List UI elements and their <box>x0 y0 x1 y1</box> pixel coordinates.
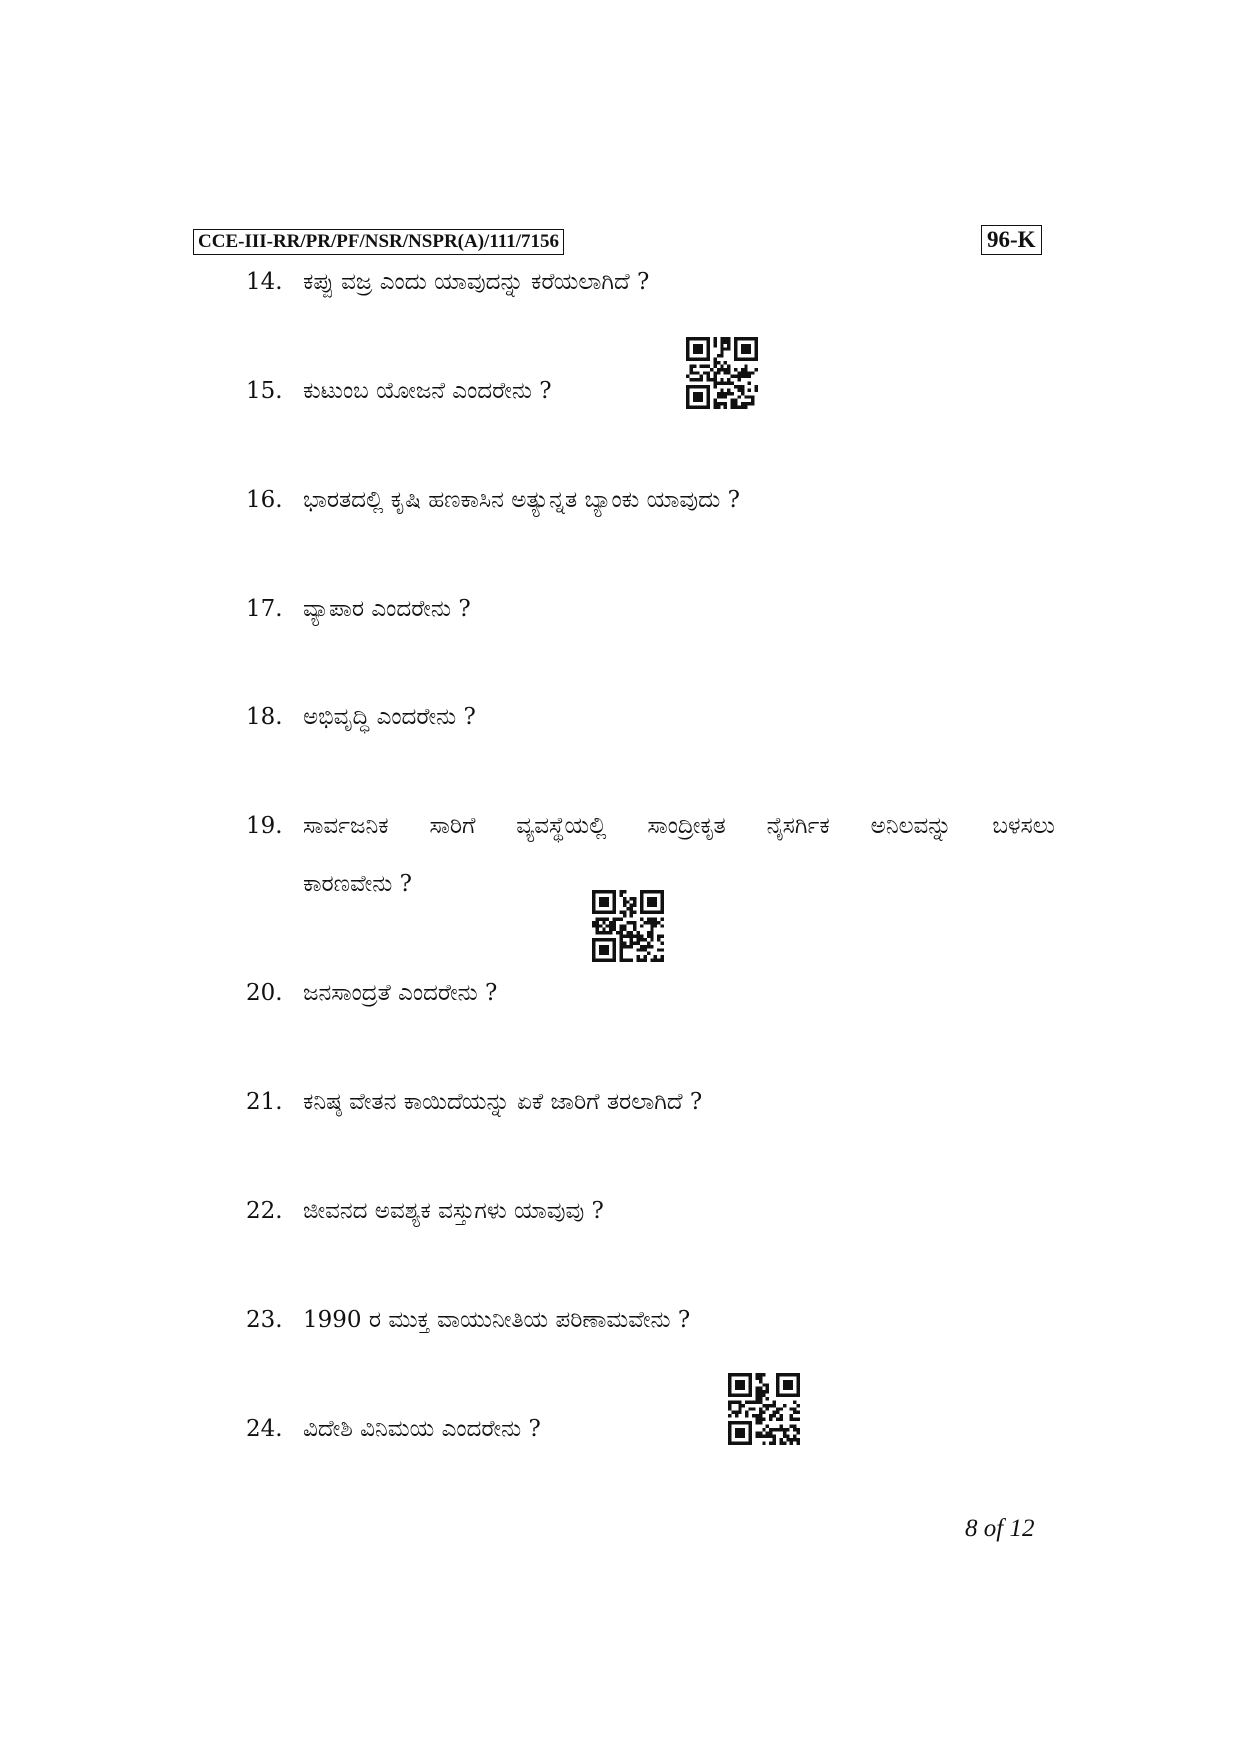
question-number: 17. <box>246 596 283 622</box>
question-text: ವಿದೇಶಿ ವಿನಿಮಯ ಎಂದರೇನು ? <box>303 1416 541 1442</box>
question-word: ಬಳಸಲು <box>992 813 1055 839</box>
qr-code-icon <box>728 1373 800 1445</box>
question-text: ಕನಿಷ್ಠ ವೇತನ ಕಾಯಿದೆಯನ್ನು ಏಕೆ ಜಾರಿಗೆ ತರಲಾಗಿದೆ ? <box>303 1089 703 1115</box>
question-text: ಅಭಿವೃದ್ಧಿ ಎಂದರೇನು ? <box>303 704 476 730</box>
question-text-line-2: ಕಾರಣವೇನು ? <box>303 871 412 897</box>
question-text: ಕುಟುಂಬ ಯೋಜನೆ ಎಂದರೇನು ? <box>303 378 552 404</box>
question-number: 22. <box>246 1198 283 1224</box>
question-word: ಸಾರ್ವಜನಿಕ <box>303 813 389 839</box>
question-number: 15. <box>246 378 283 404</box>
question-number: 21. <box>246 1089 283 1115</box>
question-word: ಸಾಂದ್ರೀಕೃತ <box>647 813 726 839</box>
question-text: 1990 ರ ಮುಕ್ತ ವಾಯುನೀತಿಯ ಪರಿಣಾಮವೇನು ? <box>303 1307 691 1333</box>
question-number: 16. <box>246 487 283 513</box>
question-number: 14. <box>246 269 283 295</box>
question-number: 18. <box>246 704 283 730</box>
question-word: ನೈಸರ್ಗಿಕ <box>766 813 830 839</box>
question-word: ಅನಿಲವನ್ನು <box>870 813 952 839</box>
question-text: ಜನಸಾಂದ್ರತೆ ಎಂದರೇನು ? <box>303 980 498 1006</box>
question-number: 19. <box>246 813 283 839</box>
question-text-line-1 <box>303 811 1055 841</box>
question-number: 23. <box>246 1307 283 1333</box>
question-text: ಕಪ್ಪು ವಜ್ರ ಎಂದು ಯಾವುದನ್ನು ಕರೆಯಲಾಗಿದೆ ? <box>303 269 650 295</box>
qr-code-icon <box>592 890 664 962</box>
page-number: 8 of 12 <box>965 1515 1035 1542</box>
question-number: 20. <box>246 980 283 1006</box>
question-number: 24. <box>246 1416 283 1442</box>
question-text: ಭಾರತದಲ್ಲಿ ಕೃಷಿ ಹಣಕಾಸಿನ ಅತ್ಯುನ್ನತ ಬ್ಯಾಂಕು ಯಾವುದು ? <box>303 487 740 513</box>
question-text: ಜೀವನದ ಅವಶ್ಯಕ ವಸ್ತುಗಳು ಯಾವುವು ? <box>303 1198 604 1224</box>
paper-code: 96-K <box>981 225 1042 255</box>
question-word: ಸಾರಿಗೆ <box>429 813 476 839</box>
question-word: ವ್ಯವಸ್ಥೆಯಲ್ಲಿ <box>516 813 607 839</box>
question-text: ವ್ಯಾಪಾರ ಎಂದರೇನು ? <box>303 596 471 622</box>
exam-code: CCE-III-RR/PR/PF/NSR/NSPR(A)/111/7156 <box>193 229 564 255</box>
qr-code-icon <box>686 337 758 409</box>
